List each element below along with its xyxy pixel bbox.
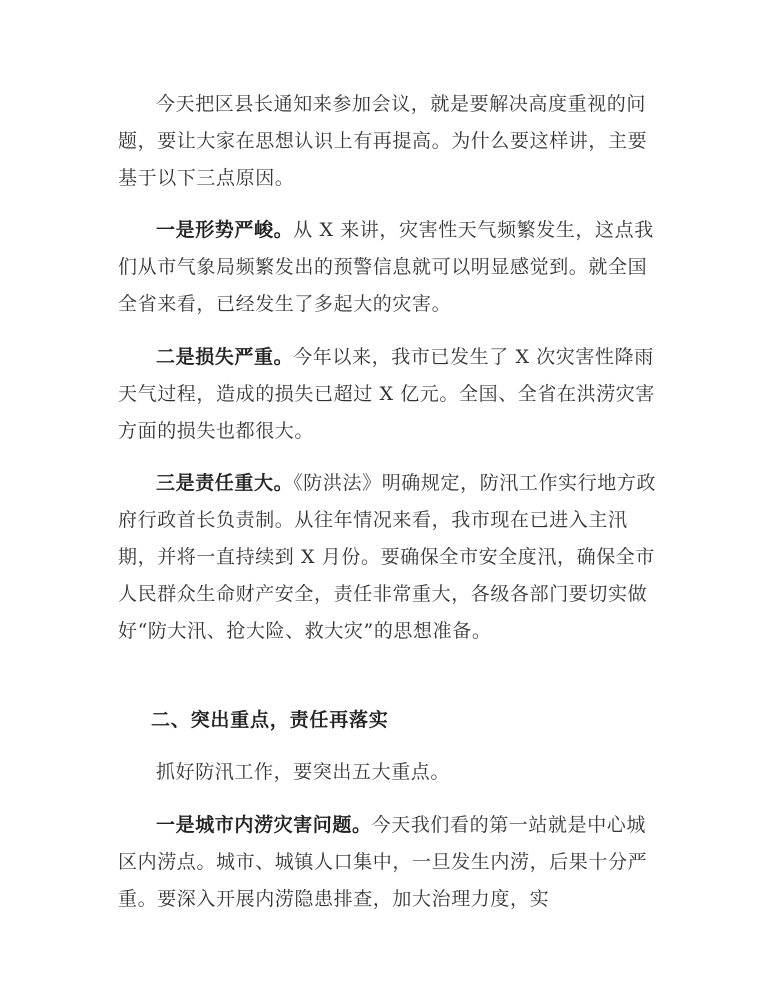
- reason-2-lead: 二是损失严重。: [156, 346, 294, 368]
- reason-3-lead: 三是责任重大。: [156, 472, 294, 494]
- point-1-lead: 一是城市内涝灾害问题。: [156, 814, 372, 836]
- intro-paragraph: [118, 86, 658, 197]
- reason-1-lead: 一是形势严峻。: [156, 219, 294, 241]
- reason-2-body: 今年以来，我市已发生了 X 次灾害性降雨天气过程，造成的损失已超过 X 亿元。全国、全省在洪涝灾害方面的损失也都很大。: [118, 346, 656, 442]
- reason-3-body: 《防洪法》明确规定，防汛工作实行地方政府行政首长负责制。从往年情况来看，我市现在已进入主汛期，并将一直持续到 X 月份。要确保全市安全度汛，确保全市人民群众生命财产安全，责任非常重大，各级各部门要切实做好“防大汛、抢大险、救大灾”的思想准备。: [118, 472, 657, 642]
- section-heading: 二、突出重点，责任再落实: [151, 709, 389, 731]
- point-paragraph-1: [118, 807, 658, 918]
- section-intro-text: 抓好防汛工作，要突出五大重点。: [156, 761, 451, 783]
- reason-paragraph-2: [118, 339, 658, 450]
- point-1-body: 今天我们看的第一站就是中心城区内涝点。城市、城镇人口集中，一旦发生内涝，后果十分严重。要深入开展内涝隐患排查，加大治理力度，实: [118, 814, 648, 910]
- reason-paragraph-3: [118, 465, 658, 650]
- section-intro-paragraph: [118, 754, 658, 791]
- reason-1-body: 从 X 来讲，灾害性天气频繁发生，这点我们从市气象局频繁发出的预警信息就可以明显感觉到。就全国全省来看，已经发生了多起大的灾害。: [118, 219, 654, 315]
- reason-paragraph-1: [118, 212, 658, 323]
- intro-text: 今天把区县长通知来参加会议，就是要解决高度重视的问题，要让大家在思想认识上有再提高。为什么要这样讲，主要基于以下三点原因。: [118, 93, 648, 189]
